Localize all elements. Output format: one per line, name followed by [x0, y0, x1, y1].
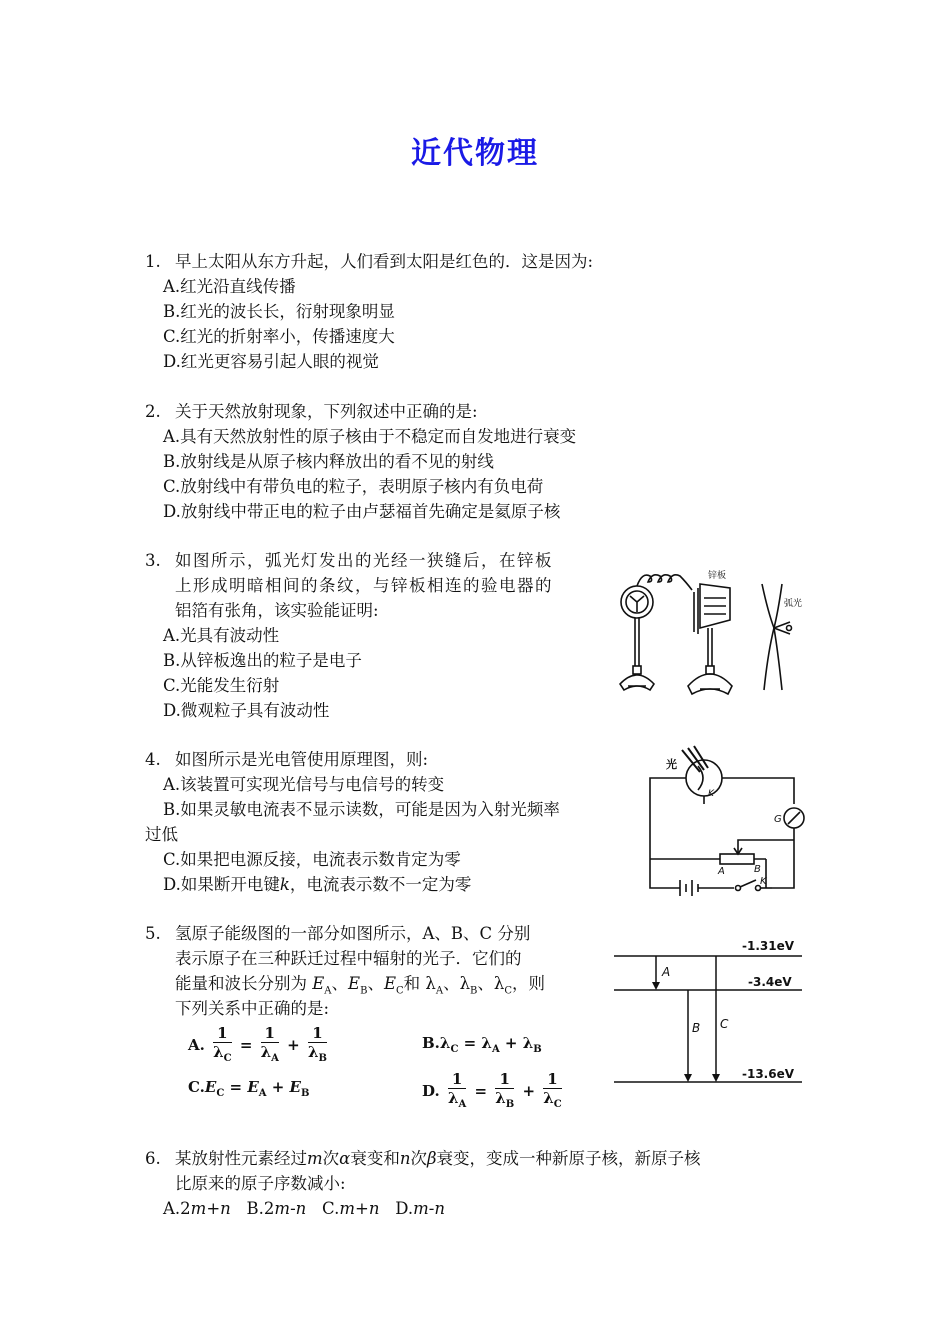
cathode-label: K [708, 789, 714, 799]
phototube-circuit-figure [646, 744, 808, 896]
options-row [163, 1196, 445, 1221]
option-a: A. $\frac{1}{\lambda_C}$ = $\frac{1}{\lambda_A}$ + $\frac{1}{\lambda_B}$ [188, 1024, 327, 1064]
option-d: D.红光更容易引起人眼的视觉 [163, 352, 379, 371]
question-stem-line-2: 表示原子在三种跃迁过程中辐射的光子．它们的 [175, 949, 522, 968]
option-c: $C.E_C = E_A + E_B$ [188, 1078, 310, 1099]
question-stem: 早上太阳从东方升起，人们看到太阳是红色的．这是因为: [175, 252, 594, 271]
level-label-3: -13.6eV [742, 1067, 795, 1081]
transition-b-label: B [692, 1021, 701, 1035]
question-stem-line-1: 氢原子能级图的一部分如图所示，A、B、C 分别 [175, 924, 531, 943]
level-label-2: -3.4eV [748, 975, 792, 989]
option-d: D.如果断开电键k，电流表示数不一定为零 [163, 875, 472, 894]
option-b: B.从锌板逸出的粒子是电子 [163, 651, 362, 670]
option-a: A.具有天然放射性的原子核由于不稳定而自发地进行衰变 [163, 427, 577, 446]
option-c: C.红光的折射率小，传播速度大 [163, 327, 395, 346]
question-stem-line-3: 铝箔有张角，该实验能证明: [175, 601, 379, 620]
option-c: C.光能发生衍射 [163, 676, 280, 695]
question-number: 6. [145, 1149, 161, 1168]
energy-level-diagram [612, 936, 804, 1090]
page-title: 近代物理 [411, 136, 539, 171]
light-label: 光 [666, 758, 677, 771]
question-number: 3. [145, 551, 161, 570]
zinc-plate-label: 锌板 [708, 571, 727, 581]
arc-lamp-experiment-figure [612, 562, 812, 712]
transition-a-label: A [662, 965, 671, 979]
option-c: C.m+n [322, 1199, 380, 1218]
option-b: B.如果灵敏电流表不显示读数，可能是因为入射光频率 [163, 800, 560, 819]
option-a: A.该装置可实现光信号与电信号的转变 [163, 775, 445, 794]
option-a: A.2m+n [163, 1199, 231, 1218]
question-number: 5. [145, 924, 161, 943]
option-b-continued: 过低 [145, 825, 178, 844]
question-number: 1. [145, 252, 161, 271]
switch-label: K [760, 876, 767, 887]
rheostat-b-label: B [754, 864, 761, 875]
question-stem-line-1: 某放射性元素经过m次α衰变和n次β衰变，变成一种新原子核，新原子核 [175, 1149, 701, 1168]
question-stem: 关于天然放射现象，下列叙述中正确的是: [175, 402, 478, 421]
option-a: A.光具有波动性 [163, 626, 280, 645]
question-stem: 如图所示是光电管使用原理图，则: [175, 750, 429, 769]
question-stem-line-3: 能量和波长分别为 $E_A$、$E_B$、$E_C$和 $\lambda_A$、$\lambda_B$、$\lambda_C$，则 [175, 974, 546, 997]
question-stem-line-4: 下列关系中正确的是: [175, 999, 330, 1018]
transition-c-label: C [720, 1017, 729, 1031]
option-b: $B.\lambda_C = \lambda_A + \lambda_B$ [422, 1034, 542, 1055]
option-b: B.放射线是从原子核内释放出的看不见的射线 [163, 452, 494, 471]
option-d: D.微观粒子具有波动性 [163, 701, 330, 720]
option-d: D.放射线中带正电的粒子由卢瑟福首先确定是氦原子核 [163, 502, 561, 521]
question-stem-line-1: 如图所示，弧光灯发出的光经一狭缝后，在锌板 [175, 551, 553, 570]
option-b: B.2m-n [246, 1199, 307, 1218]
level-label-1: -1.31eV [742, 939, 795, 953]
arc-light-label: 弧光 [784, 599, 803, 609]
question-stem-line-2: 比原来的原子序数减小: [175, 1174, 346, 1193]
question-number: 4. [145, 750, 161, 769]
rheostat-a-label: A [718, 866, 725, 877]
option-d: D.m-n [395, 1199, 445, 1218]
option-d: D. $\frac{1}{\lambda_A}$ = $\frac{1}{\lambda_B}$ + $\frac{1}{\lambda_C}$ [422, 1070, 562, 1110]
option-b: B.红光的波长长，衍射现象明显 [163, 302, 395, 321]
question-stem-line-2: 上形成明暗相间的条纹，与锌板相连的验电器的 [175, 576, 553, 595]
option-c: C.放射线中有带负电的粒子，表明原子核内有负电荷 [163, 477, 544, 496]
option-c: C.如果把电源反接，电流表示数肯定为零 [163, 850, 461, 869]
galvanometer-label: G [774, 814, 782, 825]
option-a: A.红光沿直线传播 [163, 277, 296, 296]
question-number: 2. [145, 402, 161, 421]
